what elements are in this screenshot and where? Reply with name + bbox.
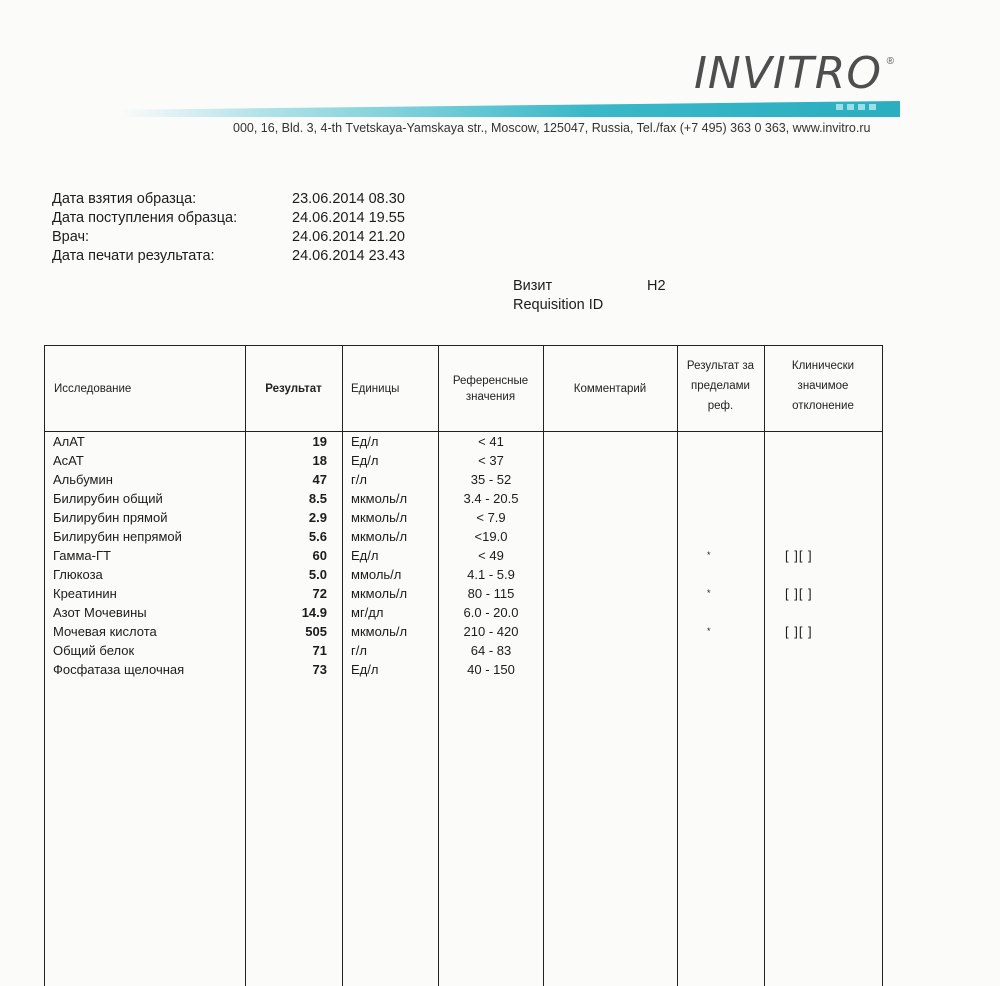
meta-value: 24.06.2014 21.20 xyxy=(292,229,405,245)
meta-value: 23.06.2014 08.30 xyxy=(292,191,405,207)
table-row: Мочевая кислота 505 мкмоль/л 210 - 420 * [ ][ ] xyxy=(53,624,813,639)
results-table xyxy=(44,345,883,986)
table-row: Азот Мочевины 14.9 мг/дл 6.0 - 20.0 xyxy=(53,605,519,620)
table-row: Билирубин прямой 2.9 мкмоль/л < 7.9 xyxy=(53,510,506,525)
visit-info xyxy=(513,277,666,315)
meta-label: Врач: xyxy=(52,229,90,245)
meta-label: Дата взятия образца: xyxy=(52,191,197,207)
meta-row xyxy=(52,247,405,266)
meta-value: 24.06.2014 23.43 xyxy=(292,248,405,264)
meta-row xyxy=(52,228,405,247)
visit-value: H2 xyxy=(647,278,666,294)
meta-row xyxy=(52,190,405,209)
col-header-test: Исследование xyxy=(54,382,132,395)
meta-row xyxy=(52,209,405,228)
col-header-comment: Комментарий xyxy=(573,382,647,395)
sample-info xyxy=(52,190,405,266)
meta-value: 24.06.2014 19.55 xyxy=(292,210,405,226)
table-row: Глюкоза 5.0 ммоль/л 4.1 - 5.9 xyxy=(53,567,515,582)
table-row: Гамма-ГТ 60 Ед/л < 49 * [ ][ ] xyxy=(53,548,813,563)
table-row: Билирубин непрямой 5.6 мкмоль/л <19.0 xyxy=(53,529,508,544)
invitro-logo: INVITRO xyxy=(693,48,882,99)
table-row: Общий белок 71 г/л 64 - 83 xyxy=(53,643,512,658)
lab-address: 000, 16, Bld. 3, 4-th Tvetskaya-Yamskaya str., Moscow, 125047, Russia, Tel./fax (+7 495) 363 0 363, www.invitro.ru xyxy=(233,121,871,135)
registered-mark: ® xyxy=(886,56,894,67)
table-row: Альбумин 47 г/л 35 - 52 xyxy=(53,472,512,487)
col-header-reference: Референсные значения xyxy=(452,374,529,403)
meta-label: Дата печати результата: xyxy=(52,248,215,264)
col-header-result: Результат xyxy=(265,382,322,395)
table-row: Фосфатаза щелочная 73 Ед/л 40 - 150 xyxy=(53,662,515,677)
table-row: АсАТ 18 Ед/л < 37 xyxy=(53,453,504,468)
col-header-units: Единицы xyxy=(351,382,400,395)
col-header-out-of-range: Результат за пределами реф. xyxy=(686,360,755,412)
meta-label: Дата поступления образца: xyxy=(52,210,238,226)
table-row: Билирубин общий 8.5 мкмоль/л 3.4 - 20.5 xyxy=(53,491,519,506)
table-row: Креатинин 72 мкмоль/л 80 - 115 * [ ][ ] xyxy=(53,586,813,601)
table-row: АлАТ 19 Ед/л < 41 xyxy=(53,434,504,449)
header-stripe xyxy=(120,101,900,117)
visit-label: Визит xyxy=(513,278,553,294)
col-header-clinical: Клинически значимое отклонение xyxy=(791,360,855,412)
requisition-label: Requisition ID xyxy=(513,297,604,313)
logo-squares xyxy=(836,104,880,110)
